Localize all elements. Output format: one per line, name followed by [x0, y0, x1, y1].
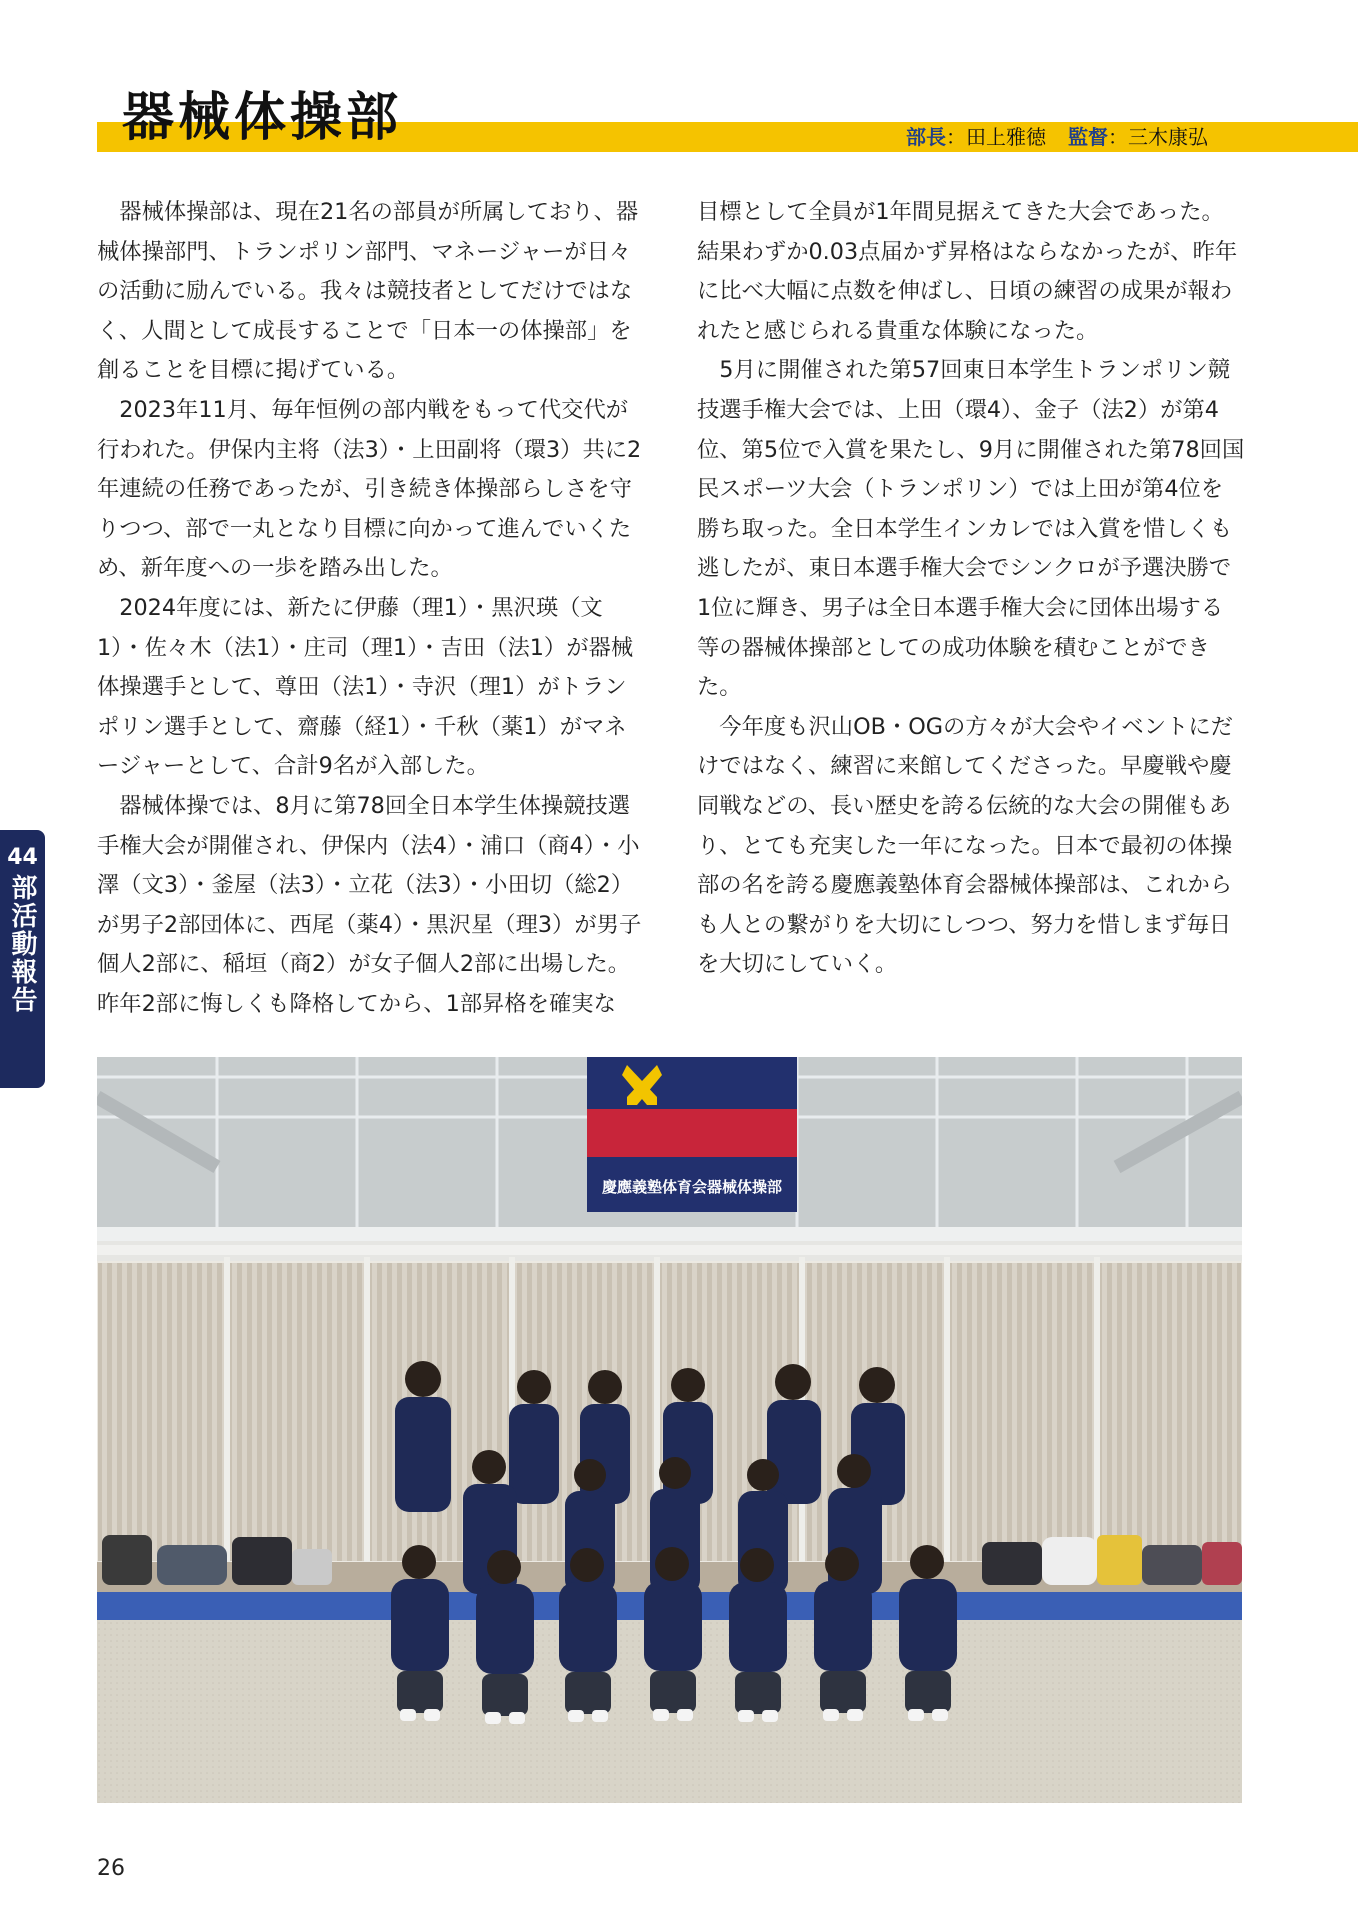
- paragraph-trampoline: 5月に開催された第57回東日本学生トランポリン競技選手権大会では、上田（環4）、金子（法2）が第4位、第5位で入賞を果たし、9月に開催された第78回国民スポーツ大会（トランポリン）では上田が第4位を勝ち取った。全日本学生インカレでは入賞を惜しくも逃したが、東日本選手権大会でシンクロが予選決勝で1位に輝き、男子は全日本選手権大会に団体出場する等の器械体操部としての成功体験を積むことができた。: [697, 357, 1245, 701]
- captain-separator: ：: [946, 125, 966, 149]
- article-left-column: [97, 193, 645, 1024]
- page-title: 器械体操部: [122, 88, 403, 148]
- coach-role: 監督: [1068, 125, 1108, 149]
- team-photo: [97, 1057, 1242, 1803]
- paragraph-gymnastics: 器械体操では、8月に第78回全日本学生体操競技選手権大会が開催され、伊保内（法4）・浦口（商4）・小澤（文3）・釜屋（法3）・立花（法3）・小田切（総2）が男子2部団体に、西尾（薬4）・黒沢星（理3）が男子個人2部に、稲垣（商2）が女子個人2部に出場した。昨年2部に悔しくも降格してから、1部昇格を確実な: [97, 792, 642, 1017]
- team-photo-illustration: [97, 1057, 1242, 1803]
- section-label: 部活動報告: [7, 874, 37, 1014]
- section-side-tab: [0, 830, 45, 1088]
- article-right-column: [697, 193, 1245, 985]
- pipe-rail: [97, 1245, 1242, 1255]
- paragraph-intro: 器械体操部は、現在21名の部員が所属しており、器械体操部門、トランポリン部門、マネージャーが日々の活動に励んでいる。我々は競技者としてだけではなく、人間として成長することで「日本一の体操部」を創ることを目標に掲げている。: [97, 199, 639, 384]
- coach-separator: ：: [1108, 125, 1128, 149]
- captain-role: 部長: [906, 125, 946, 149]
- paragraph-new-members: 2024年度には、新たに伊藤（理1）・黒沢瑛（文1）・佐々木（法1）・庄司（理1）・吉田（法1）が器械体操選手として、尊田（法1）・寺沢（理1）がトランポリン選手として、齋藤（経1）・千秋（薬1）がマネージャーとして、合計9名が入部した。: [97, 594, 634, 780]
- paragraph-gymnastics-continued: 目標として全員が1年間見据えてきた大会であった。結果わずか0.03点届かず昇格はならなかったが、昨年に比べ大幅に点数を伸ばし、日頃の練習の成果が報われたと感じられる貴重な体験になった。: [697, 199, 1238, 344]
- paragraph-closing: 今年度も沢山OB・OGの方々が大会やイベントにだけではなく、練習に来館してくださった。早慶戦や慶同戦などの、長い歴史を誇る伝統的な大会の開催もあり、とても充実した一年になった。日本で最初の体操部の名を誇る慶應義塾体育会器械体操部は、これからも人との繋がりを大切にしつつ、努力を惜しまず毎日を大切にしていく。: [697, 713, 1233, 978]
- coach-name: 三木康弘: [1128, 125, 1208, 149]
- page-number: 26: [97, 1856, 125, 1881]
- club-banner: [587, 1057, 797, 1212]
- paragraph-handover: 2023年11月、毎年恒例の部内戦をもって代交代が行われた。伊保内主将（法3）・上田副将（環3）共に2年連続の任務であったが、引き続き体操部らしさを守りつつ、部で一丸となり目標に向かって進んでいくため、新年度への一歩を踏み出した。: [97, 396, 642, 582]
- ledge: [97, 1227, 1242, 1241]
- officers-line: [906, 124, 1208, 150]
- captain-name: 田上雅徳: [966, 125, 1046, 149]
- banner-text: 慶應義塾体育会器械体操部: [601, 1178, 783, 1196]
- section-number: 44: [7, 845, 38, 870]
